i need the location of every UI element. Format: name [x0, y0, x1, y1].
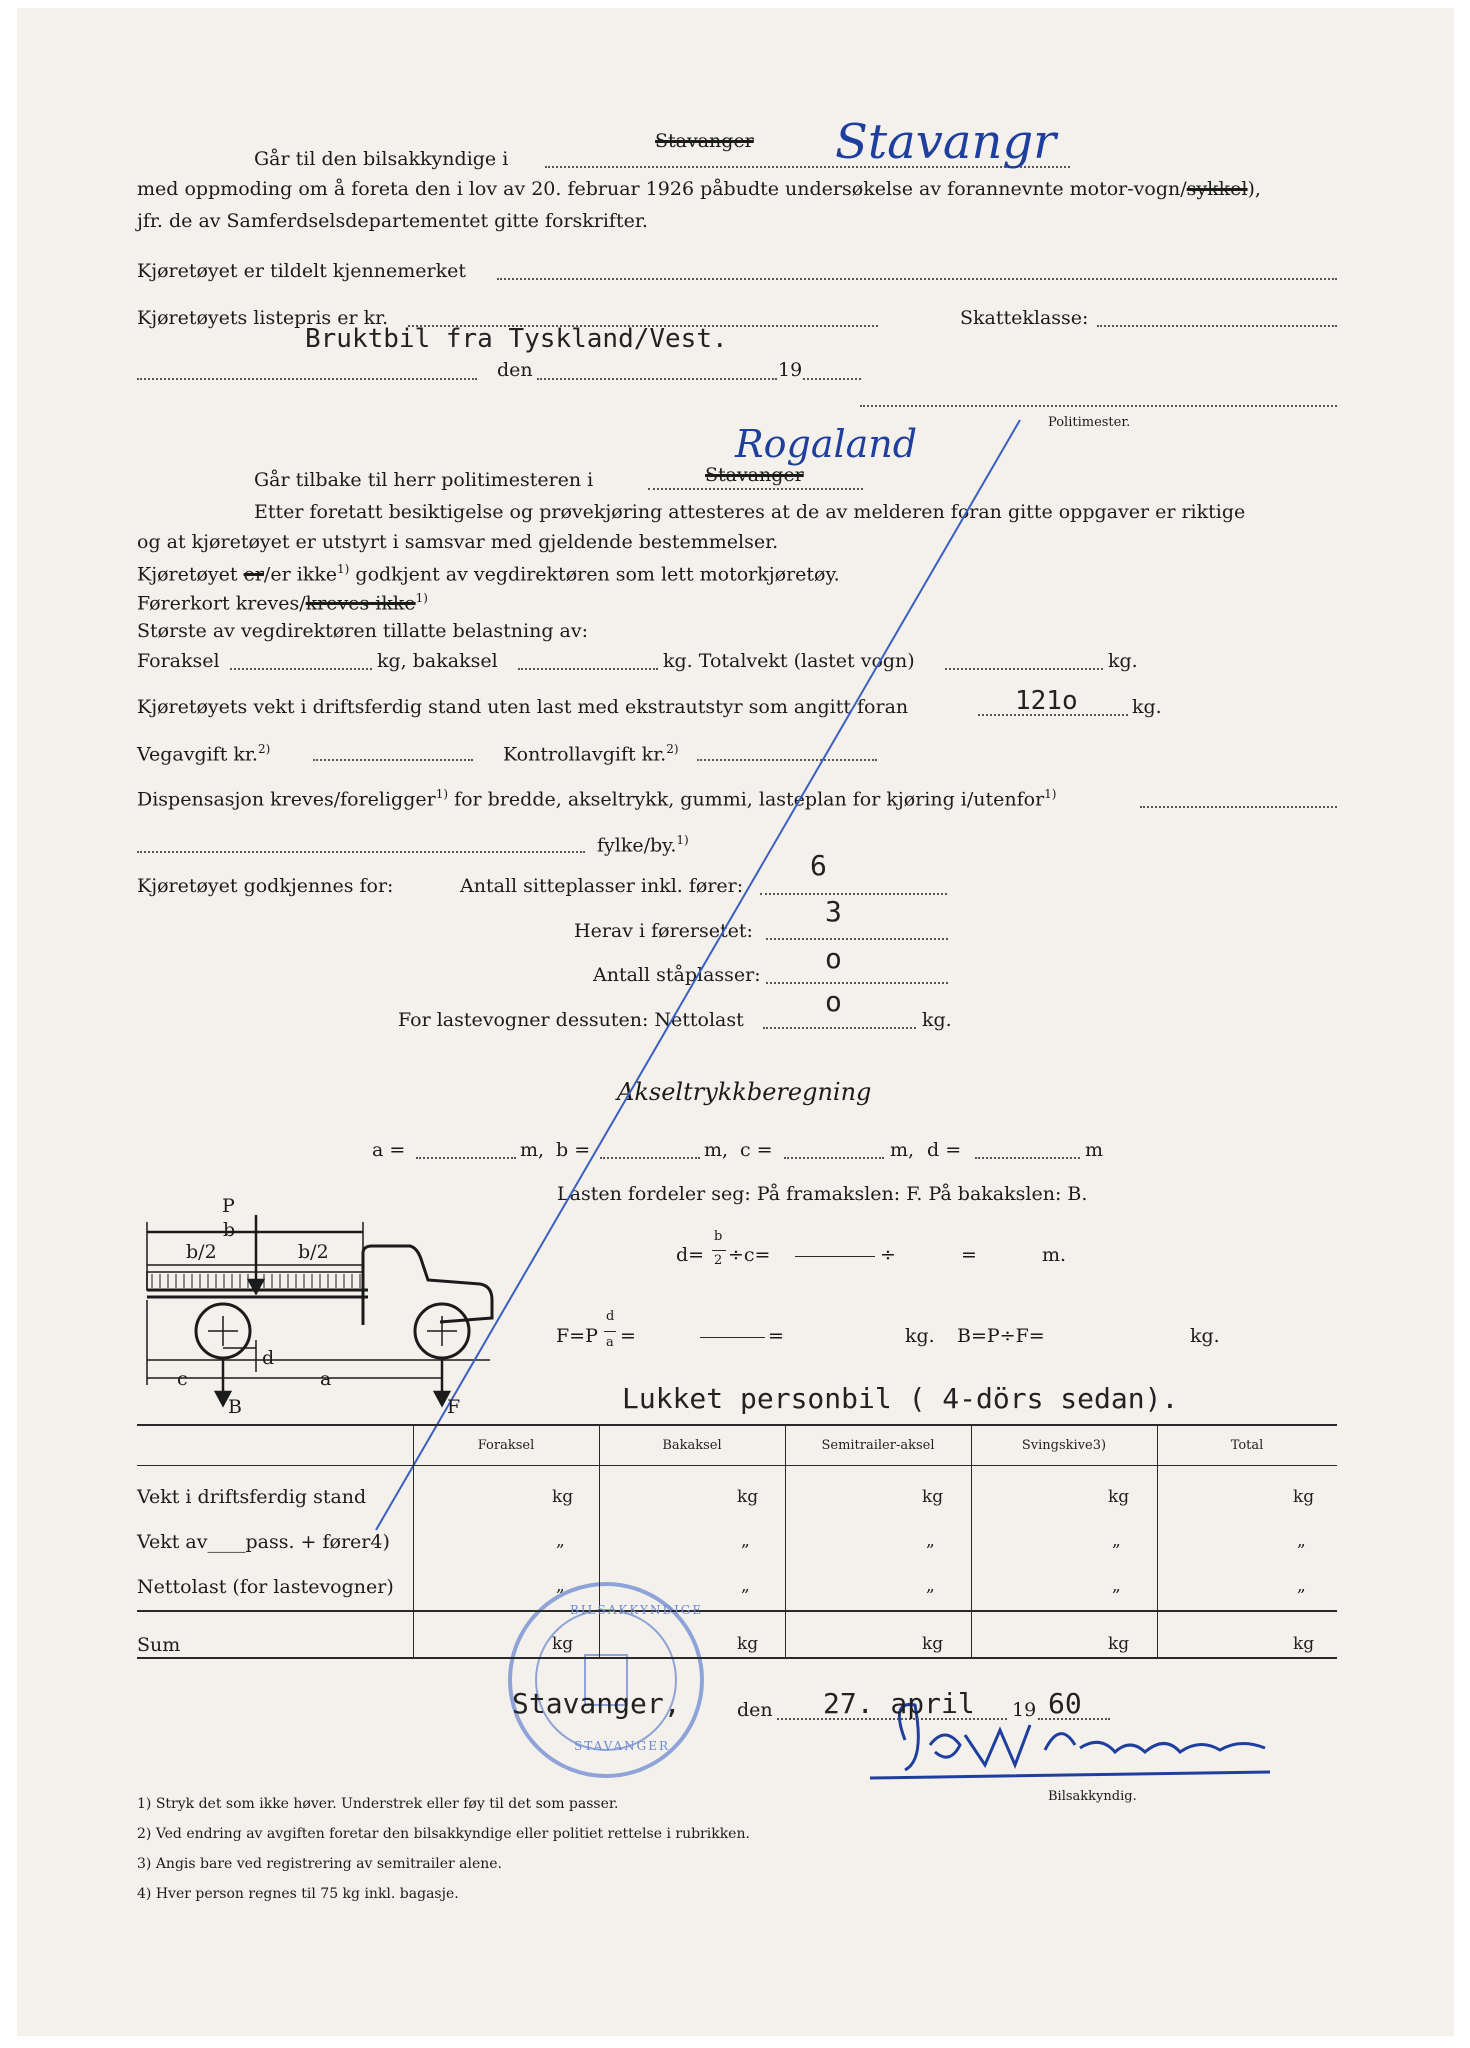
skatteklasse-label: Skatteklasse:	[960, 307, 1089, 329]
table-cell: kg	[922, 1634, 944, 1654]
signature-place: Stavanger,	[512, 1687, 681, 1720]
diagram-b2: b/2	[298, 1241, 329, 1263]
m-dot: m.	[1042, 1244, 1067, 1266]
d-formula-b: b	[714, 1229, 723, 1244]
table-divider	[413, 1424, 414, 1659]
table-row-label: Nettolast (for lastevogner)	[137, 1576, 394, 1598]
footnote: 3) Angis bare ved registrering av semitrailer alene.	[137, 1856, 503, 1872]
belastning-label: Største av vegdirektøren tillatte belastning av:	[137, 620, 588, 642]
kg-unit: kg.	[1108, 650, 1138, 672]
stamp-text-bottom: STAVANGER	[574, 1739, 671, 1753]
table-header: Svingskive3)	[1021, 1438, 1107, 1453]
table-cell: kg	[552, 1634, 574, 1654]
politimester-label: Politimester.	[1048, 415, 1131, 430]
table-cell: „	[926, 1576, 935, 1596]
equals: =	[768, 1325, 784, 1347]
vegavgift-label: Vegavgift kr.$^{2)}$	[137, 742, 271, 766]
den-label: den	[497, 359, 533, 381]
forersetet-label: Herav i førersetet:	[574, 920, 753, 942]
table-row-label: Vekt av____pass. + fører4)	[137, 1531, 390, 1553]
equals: =	[620, 1325, 636, 1347]
table-cell: „	[741, 1531, 750, 1551]
table-cell: „	[1297, 1576, 1306, 1596]
header-line2: med oppmoding om å foreta den i lov av 20. februar 1926 påbudte undersøkelse av forannevnte motor-vogn/sykkel),	[137, 178, 1261, 200]
bilsakkyndig-label: Bilsakkyndig.	[1048, 1789, 1137, 1804]
header-line3: jfr. de av Samferdselsdepartementet gitte forskrifter.	[137, 210, 648, 232]
m-comma: m,	[704, 1139, 729, 1161]
dispensasjon-line: Dispensasjon kreves/foreligger$^{1)}$ for bredde, akseltrykk, gummi, lasteplan for kjøring i/utenfor$^{1)}$	[137, 787, 1057, 811]
table-cell: kg	[737, 1634, 759, 1654]
forerkort-line: Førerkort kreves/kreves ikke$^{1)}$	[137, 591, 428, 615]
diagram-b2: b/2	[186, 1241, 217, 1263]
vekt-value: 121o	[1015, 686, 1078, 716]
sitteplasser-value: 6	[810, 849, 827, 882]
a-label: a =	[372, 1139, 406, 1161]
signature-year-suffix: 60	[1048, 1687, 1082, 1720]
footnote: 4) Hver person regnes til 75 kg inkl. bagasje.	[137, 1886, 459, 1902]
diagram-B: B	[228, 1396, 242, 1418]
table-cell: „	[741, 1576, 750, 1596]
listepris-label: Kjøretøyets listepris er kr.	[137, 307, 389, 329]
table-cell: kg	[552, 1487, 574, 1507]
stamp-text-top: BILSAKKYNDIGE	[570, 1603, 704, 1617]
return-label: Går tilbake til herr politimesteren i	[254, 469, 594, 491]
table-divider	[971, 1424, 972, 1659]
d-formula-2: 2	[714, 1253, 723, 1268]
staplasser-label: Antall ståplasser:	[593, 964, 761, 986]
diagram-d: d	[262, 1347, 275, 1369]
footnote: 1) Stryk det som ikke høver. Understrek eller føy til det som passer.	[137, 1796, 619, 1812]
table-header: Foraksel	[477, 1438, 535, 1453]
table-header: Bakaksel	[662, 1438, 722, 1453]
nettolast-value: o	[825, 985, 842, 1018]
diagram-a: a	[320, 1368, 332, 1390]
staplasser-value: o	[825, 942, 842, 975]
table-cell: „	[556, 1576, 565, 1596]
year-prefix: 19	[778, 359, 803, 381]
typed-note: Bruktbil fra Tyskland/Vest.	[305, 324, 728, 354]
godkjent-line: Kjøretøyet er/er ikke$^{1)}$ godkjent av vegdirektøren som lett motorkjøretøy.	[137, 562, 840, 586]
vekt-label: Kjøretøyets vekt i driftsferdig stand uten last med ekstrautstyr som angitt foran	[137, 696, 909, 718]
b-label: b =	[556, 1139, 591, 1161]
kg-bakaksel: kg, bakaksel	[377, 650, 498, 672]
diagram-c: c	[177, 1368, 188, 1390]
c-label: c =	[740, 1139, 773, 1161]
axle-heading: Akseltrykkberegning	[617, 1078, 872, 1106]
table-divider	[1157, 1424, 1158, 1659]
table-cell: kg	[1293, 1487, 1315, 1507]
table-cell: „	[926, 1531, 935, 1551]
attest-line2: og at kjøretøyet er utstyrt i samsvar med gjeldende bestemmelser.	[137, 531, 779, 553]
struck-city: Stavanger	[655, 130, 754, 152]
header-line1-label: Går til den bilsakkyndige i	[254, 148, 509, 170]
table-sum-label: Sum	[137, 1634, 181, 1656]
sitteplasser-label: Antall sitteplasser inkl. fører:	[460, 875, 744, 897]
kg-unit: kg.	[905, 1325, 935, 1347]
equals: =	[961, 1244, 977, 1266]
foraksel-label: Foraksel	[137, 650, 220, 672]
signature-date: 27. april	[823, 1687, 975, 1720]
forersetet-value: 3	[825, 895, 842, 928]
handwritten-county: Rogaland	[735, 422, 918, 466]
table-cell: „	[1112, 1531, 1121, 1551]
handwritten-city: Stavangr	[835, 114, 1057, 170]
m-comma: m,	[520, 1139, 545, 1161]
d-formula-rest: ÷c=	[728, 1244, 771, 1266]
table-cell: „	[1112, 1576, 1121, 1596]
struck-return-city: Stavanger	[705, 464, 804, 486]
m-comma: m,	[890, 1139, 915, 1161]
d-label: d =	[927, 1139, 962, 1161]
nettolast-label: For lastevogner dessuten: Nettolast	[398, 1009, 744, 1031]
signature-den: den	[737, 1699, 773, 1721]
table-divider	[599, 1424, 600, 1659]
table-cell: „	[1297, 1531, 1306, 1551]
attest-line1: Etter foretatt besiktigelse og prøvekjøring attesteres at de av melderen foran gitte oppgaver er riktige	[254, 501, 1246, 523]
table-cell: kg	[1108, 1487, 1130, 1507]
table-cell: kg	[922, 1487, 944, 1507]
vehicle-type: Lukket personbil ( 4-dörs sedan).	[622, 1382, 1179, 1415]
diagram-b: b	[223, 1219, 236, 1241]
table-header: Total	[1230, 1438, 1264, 1453]
b-formula: B=P÷F=	[957, 1325, 1045, 1347]
godkjennes-label: Kjøretøyet godkjennes for:	[137, 875, 394, 897]
minus: ÷	[880, 1244, 896, 1266]
table-header: Semitrailer-aksel	[821, 1438, 935, 1453]
kg-unit: kg.	[1190, 1325, 1220, 1347]
footnote: 2) Ved endring av avgiften foretar den bilsakkyndige eller politiet rettelse i rubrikken.	[137, 1826, 750, 1842]
diagram-F: F	[447, 1396, 461, 1418]
fylke-label: fylke/by.$^{1)}$	[597, 833, 689, 857]
table-cell: kg	[1108, 1634, 1130, 1654]
vekt-unit: kg.	[1132, 696, 1162, 718]
table-cell: kg	[737, 1487, 759, 1507]
table-row-label: Vekt i driftsferdig stand	[137, 1486, 367, 1508]
f-formula-a: a	[606, 1335, 614, 1350]
diagram-p: P	[222, 1195, 235, 1217]
table-cell: kg	[1293, 1634, 1315, 1654]
signature-year-prefix: 19	[1012, 1699, 1037, 1721]
nettolast-unit: kg.	[922, 1009, 952, 1031]
table-cell: „	[556, 1531, 565, 1551]
f-formula-lhs: F=P	[556, 1325, 598, 1347]
m-unit: m	[1085, 1139, 1104, 1161]
f-formula-d: d	[606, 1309, 615, 1324]
kontrollavgift-label: Kontrollavgift kr.$^{2)}$	[503, 742, 679, 766]
lasten-label: Lasten fordeler seg: På framakslen: F. På bakakslen: B.	[557, 1183, 1088, 1205]
kjennemerke-label: Kjøretøyet er tildelt kjennemerket	[137, 260, 466, 282]
kg-totalvekt: kg. Totalvekt (lastet vogn)	[663, 650, 915, 672]
d-formula-lhs: d=	[676, 1244, 705, 1266]
table-divider	[785, 1424, 786, 1659]
